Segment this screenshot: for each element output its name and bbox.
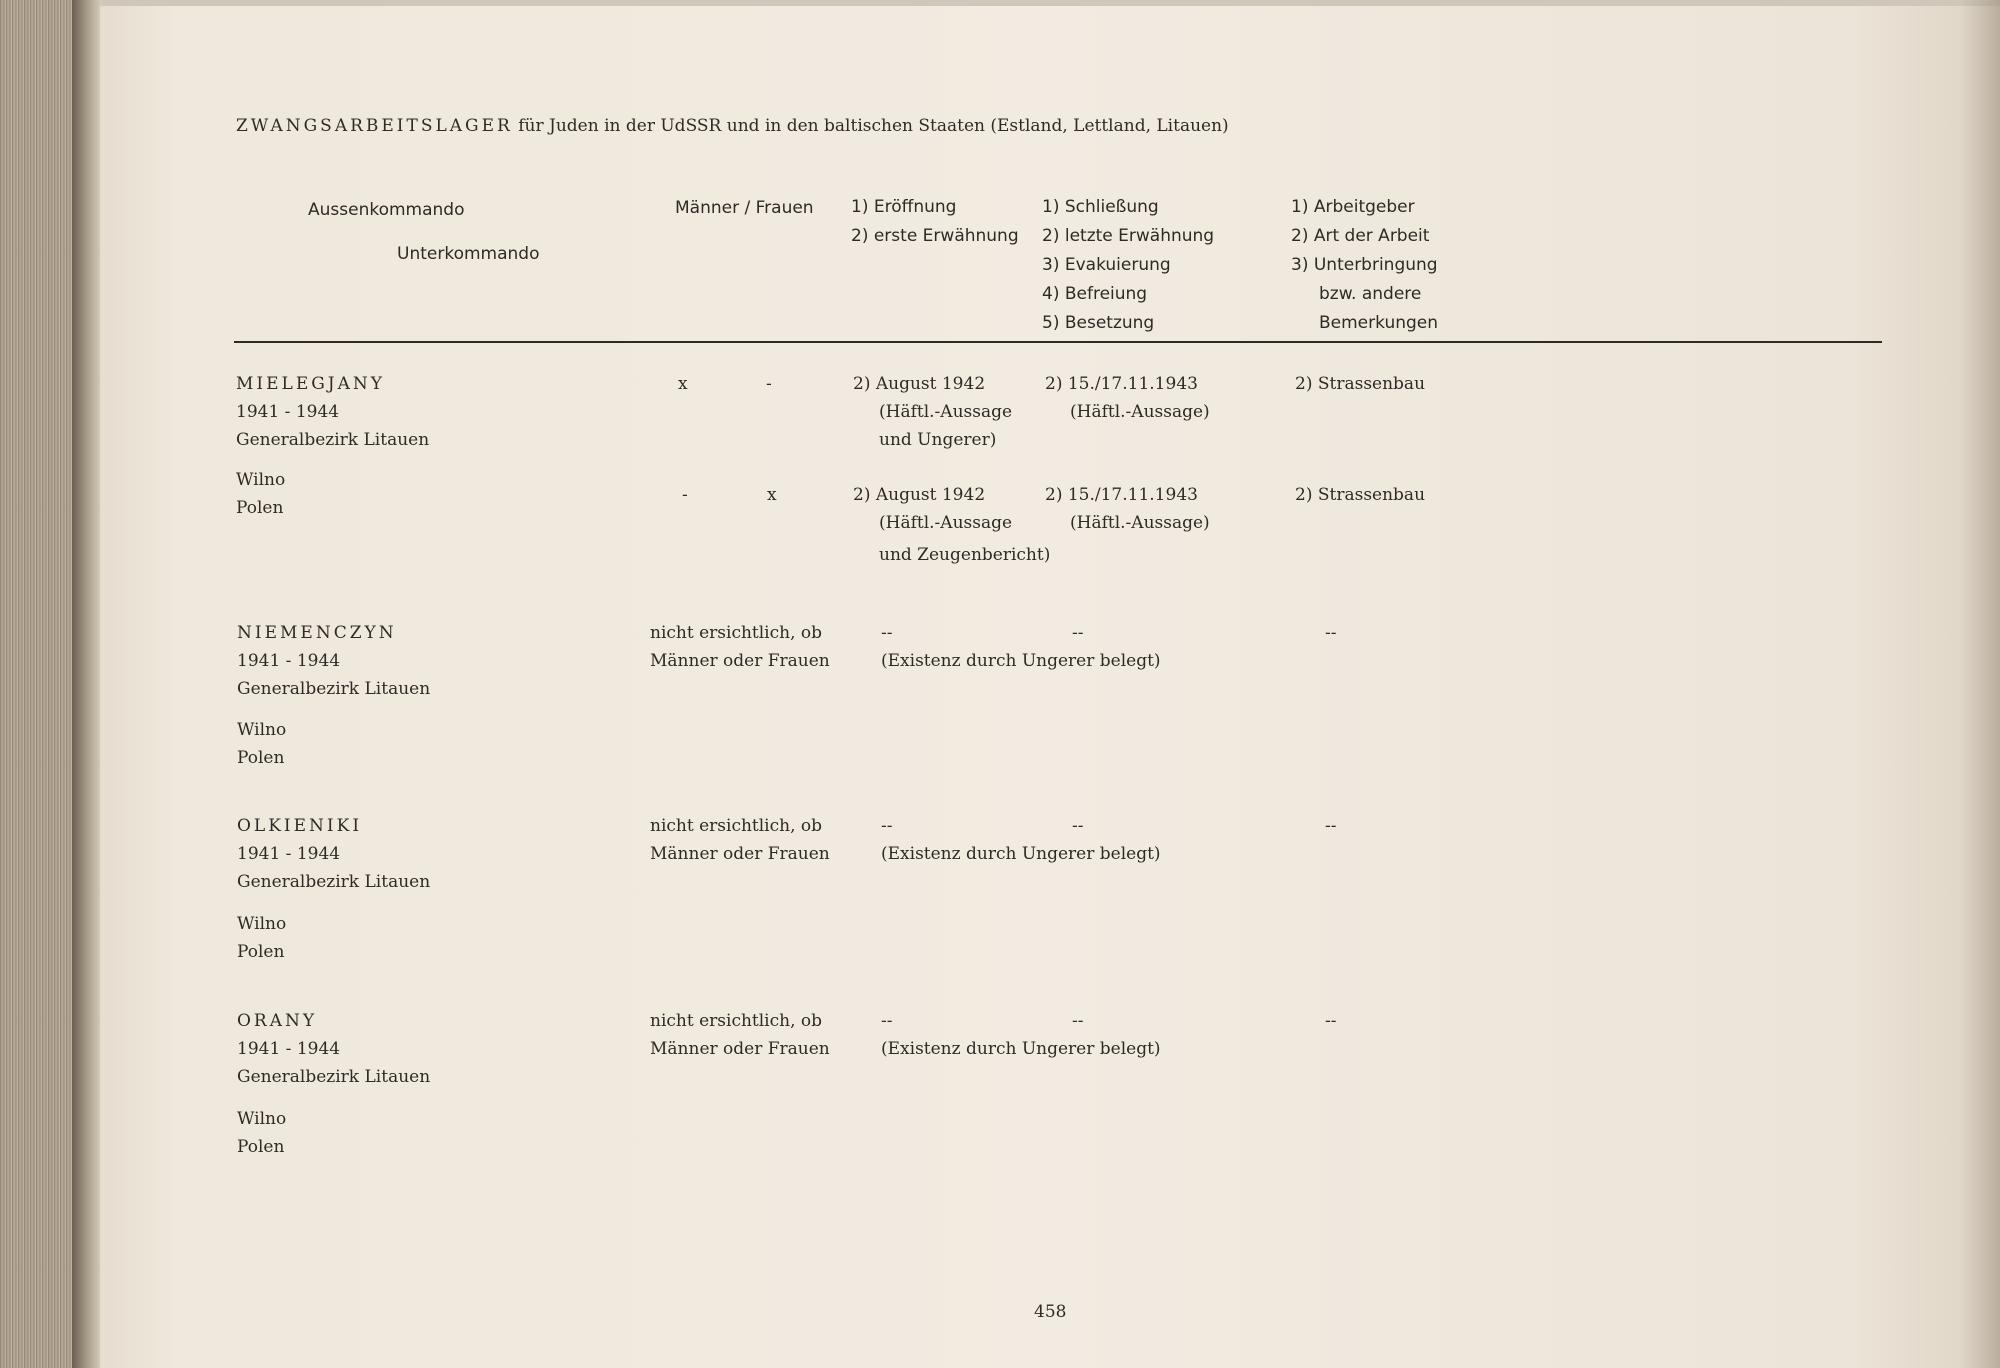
sub-country: Polen: [237, 748, 285, 768]
entry-opening-line1: 2) August 1942: [853, 374, 986, 394]
entry-gender-note-line2: Männer oder Frauen: [650, 651, 830, 671]
sub-country: Polen: [237, 942, 285, 962]
sub-closing-line2: (Häftl.-Aussage): [1070, 513, 1210, 533]
entry-gender-note-line1: nicht ersichtlich, ob: [650, 816, 823, 836]
entry-gender-note-line1: nicht ersichtlich, ob: [650, 623, 823, 643]
header-maenner-frauen: Männer / Frauen: [675, 198, 814, 218]
page-title: [236, 118, 1229, 135]
entry-dash-closing: --: [1072, 1011, 1084, 1031]
title-rest: für Juden in der UdSSR und in den baltischen Staaten (Estland, Lettland, Litauen): [518, 116, 1229, 136]
sub-women-mark: x: [767, 485, 777, 505]
sub-place: Wilno: [237, 914, 287, 934]
sub-closing-line1: 2) 15./17.11.1943: [1045, 485, 1198, 505]
header-arbeitgeber: 1) Arbeitgeber: [1291, 197, 1415, 217]
entry-years: 1941 - 1944: [237, 1039, 341, 1059]
entry-women-mark: -: [766, 374, 772, 394]
entry-dash-opening: --: [881, 1011, 893, 1031]
sub-place: Wilno: [237, 720, 287, 740]
entry-opening-line2: (Häftl.-Aussage: [879, 402, 1013, 422]
entry-name: MIELEGJANY: [236, 374, 385, 394]
entry-men-mark: x: [678, 374, 688, 394]
page-number: 458: [1034, 1302, 1067, 1322]
entry-dash-work: --: [1325, 1011, 1337, 1031]
header-unterkommando: Unterkommando: [397, 244, 540, 264]
header-befreiung: 4) Befreiung: [1042, 284, 1148, 304]
sub-opening-line3: und Zeugenbericht): [879, 545, 1051, 565]
entry-dash-opening: --: [881, 816, 893, 836]
header-besetzung: 5) Besetzung: [1042, 313, 1155, 333]
entry-name: NIEMENCZYN: [237, 623, 397, 643]
header-schliessung: 1) Schließung: [1042, 197, 1159, 217]
sub-work: 2) Strassenbau: [1295, 485, 1426, 505]
entry-closing-line2: (Häftl.-Aussage): [1070, 402, 1210, 422]
header-unterbringung: 3) Unterbringung: [1291, 255, 1438, 275]
entry-existence-note: (Existenz durch Ungerer belegt): [881, 651, 1161, 671]
entry-district: Generalbezirk Litauen: [236, 430, 430, 450]
sub-place: Wilno: [237, 1109, 287, 1129]
entry-existence-note: (Existenz durch Ungerer belegt): [881, 844, 1161, 864]
header-art-der-arbeit: 2) Art der Arbeit: [1291, 226, 1430, 246]
sub-country: Polen: [237, 1137, 285, 1157]
entry-gender-note-line2: Männer oder Frauen: [650, 1039, 830, 1059]
entry-work: 2) Strassenbau: [1295, 374, 1426, 394]
header-letzte-erwaehnung: 2) letzte Erwähnung: [1042, 226, 1215, 246]
entry-years: 1941 - 1944: [237, 844, 341, 864]
sub-place: Wilno: [236, 470, 286, 490]
entry-years: 1941 - 1944: [236, 402, 340, 422]
entry-district: Generalbezirk Litauen: [237, 872, 431, 892]
sub-country: Polen: [236, 498, 284, 518]
header-bzw-andere: bzw. andere: [1319, 284, 1422, 304]
entry-dash-work: --: [1325, 623, 1337, 643]
entry-name: ORANY: [237, 1011, 318, 1031]
sub-men-mark: -: [682, 485, 688, 505]
header-erste-erwaehnung: 2) erste Erwähnung: [851, 226, 1019, 246]
entry-dash-work: --: [1325, 816, 1337, 836]
entry-years: 1941 - 1944: [237, 651, 341, 671]
entry-closing-line1: 2) 15./17.11.1943: [1045, 374, 1198, 394]
title-spaced: ZWANGSARBEITSLAGER: [236, 116, 513, 136]
entry-dash-closing: --: [1072, 623, 1084, 643]
entry-gender-note-line1: nicht ersichtlich, ob: [650, 1011, 823, 1031]
entry-dash-closing: --: [1072, 816, 1084, 836]
book-spine-shadow: [72, 0, 102, 1368]
sub-opening-line2: (Häftl.-Aussage: [879, 513, 1013, 533]
entry-name: OLKIENIKI: [237, 816, 363, 836]
entry-opening-line3: und Ungerer): [879, 430, 997, 450]
header-eroeffnung: 1) Eröffnung: [851, 197, 957, 217]
header-evakuierung: 3) Evakuierung: [1042, 255, 1171, 275]
header-aussenkommando: Aussenkommando: [308, 200, 465, 220]
entry-district: Generalbezirk Litauen: [237, 1067, 431, 1087]
header-rule: [234, 341, 1882, 343]
page-right-shadow: [1960, 0, 2000, 1368]
entry-dash-opening: --: [881, 623, 893, 643]
entry-gender-note-line2: Männer oder Frauen: [650, 844, 830, 864]
page: [100, 6, 2000, 1368]
entry-district: Generalbezirk Litauen: [237, 679, 431, 699]
header-bemerkungen: Bemerkungen: [1319, 313, 1439, 333]
sub-opening-line1: 2) August 1942: [853, 485, 986, 505]
entry-existence-note: (Existenz durch Ungerer belegt): [881, 1039, 1161, 1059]
